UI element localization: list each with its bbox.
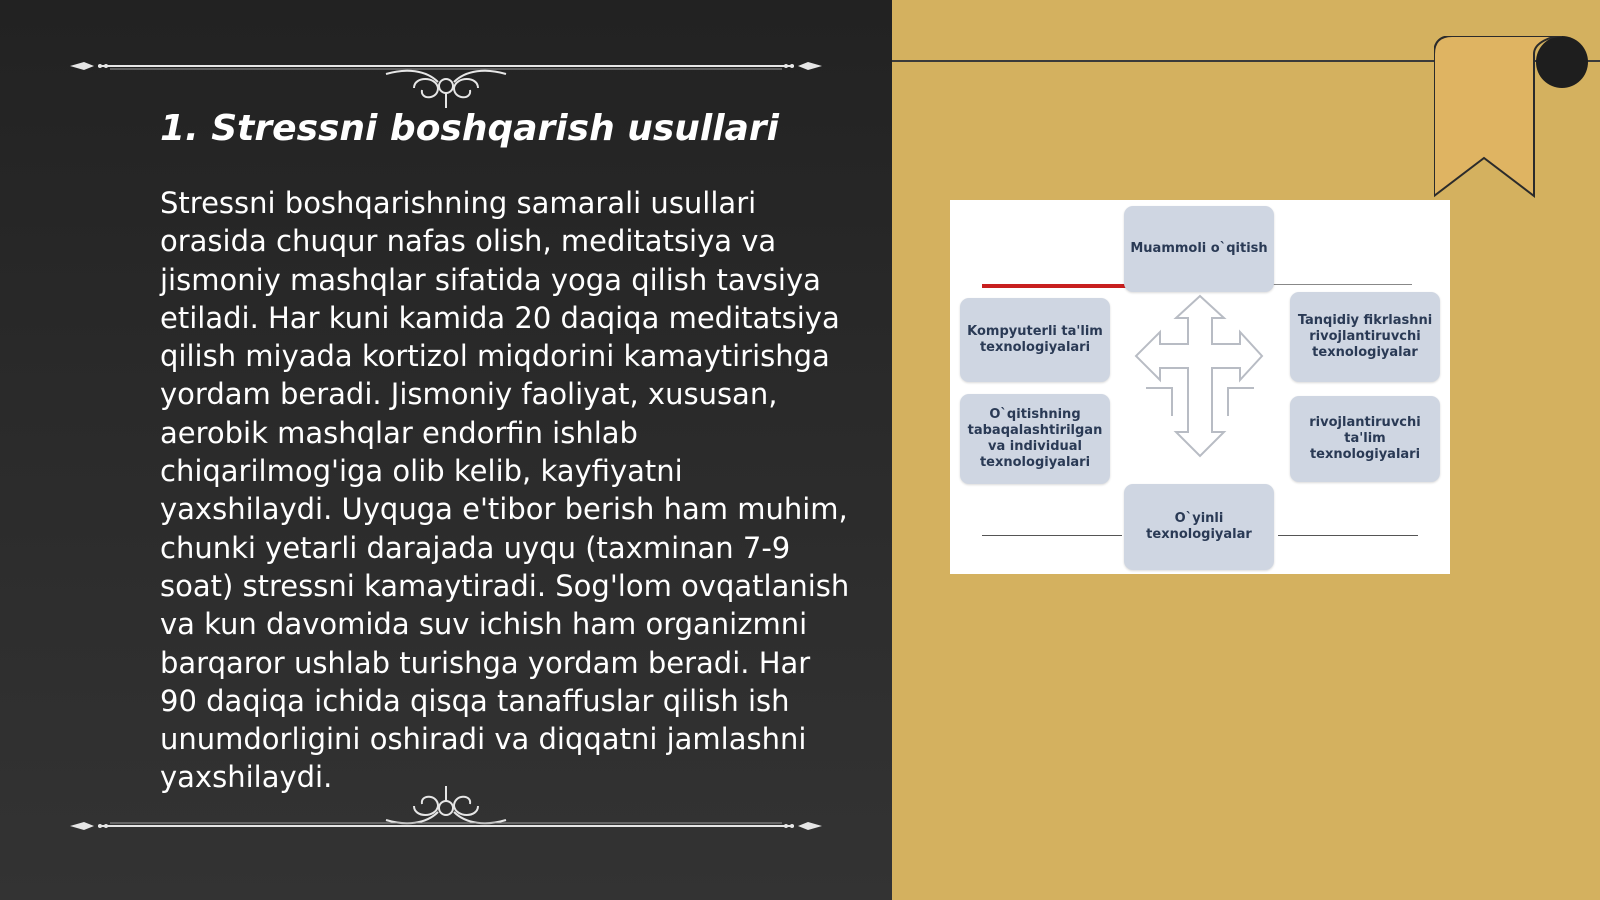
slide-title: 1. Stressni boshqarish usullari: [160, 108, 779, 149]
node-kompyuterli-talim: Kompyuterli ta'lim texnologiyalari: [960, 298, 1110, 382]
technology-diagram: [950, 200, 1450, 574]
node-oyinli-texnologiyalar: O`yinli texnologiyalar: [1124, 484, 1274, 570]
bookmark-ribbon-icon: [1434, 36, 1600, 198]
node-muammoli-oqitish: Muammoli o`qitish: [1124, 206, 1274, 292]
node-rivojlantiruvchi: rivojlantiruvchi ta'lim texnologiyalari: [1290, 396, 1440, 482]
slide-body-text: Stressni boshqarishning samarali usullari orasida chuqur nafas olish, meditatsiya va jismoniy mashqlar sifatida yoga qilish tavsiya etiladi. Har kuni kamida 20 daqiqa meditatsiya qilish miyada kortizol miqdorini kamaytirishga yordam beradi. Jismoniy faoliyat, xususan, aerobik mashqlar endorfin ishlab chiqarilmog'iga olib kelib, kayfiyatni yaxshilaydi. Uyquga e'tibor berish ham muhim, chunki yetarli darajada uyqu (taxminan 7-9 soat) stressni kamaytiradi. Sog'lom ovqatlanish va kun davomida suv ichish ham organizmni barqaror ushlab turishga yordam beradi. Har 90 daqiqa ichida qisqa tanaffuslar qilish ish unumdorligini oshiradi va diqqatni jamlashni yaxshilaydi.: [160, 186, 850, 795]
bottom-divider-icon: [70, 816, 822, 836]
accent-red-line: [982, 284, 1132, 288]
lower-rule-left: [982, 535, 1122, 536]
lower-rule-right: [1278, 535, 1418, 536]
node-tanqidiy-fikrlash: Tanqidiy fikrlashni rivojlantiruvchi texnologiyalar: [1290, 292, 1440, 382]
node-tabaqalashtirilgan: O`qitishning tabaqalashtirilgan va individual texnologiyalari: [960, 394, 1110, 484]
